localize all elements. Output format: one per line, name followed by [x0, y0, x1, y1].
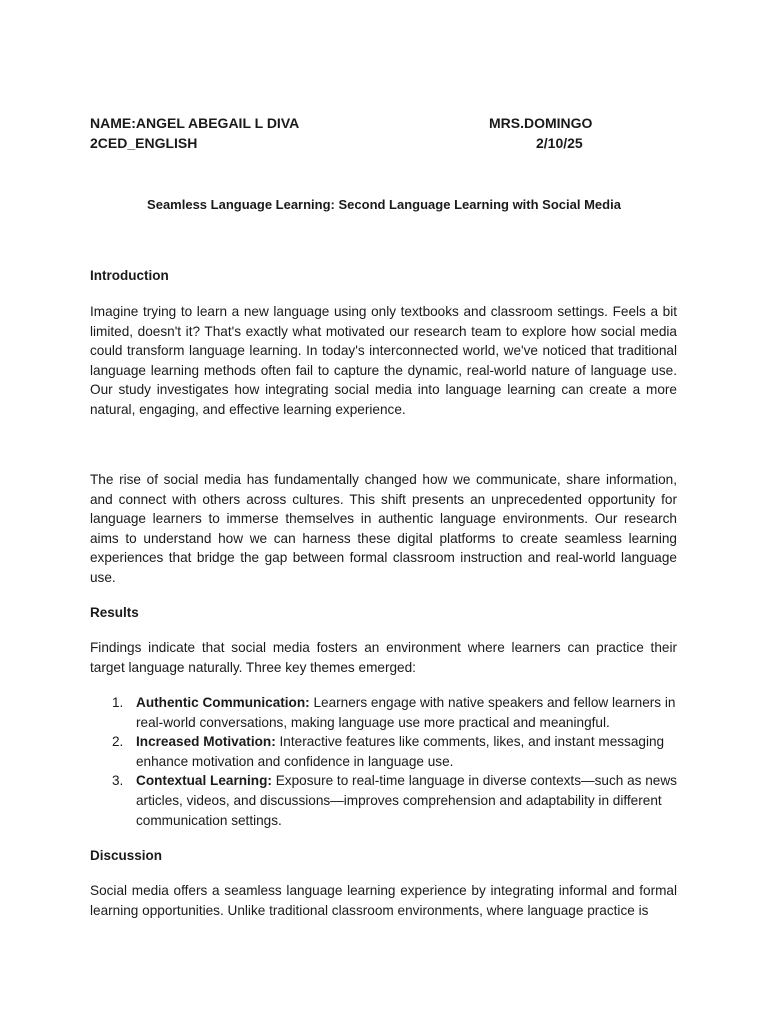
discussion-heading: Discussion [90, 848, 163, 863]
discussion-paragraph: Social media offers a seamless language learning experience by integrating informal and formal learning opportunities. Unlike traditional classroom environments, where language practice is [90, 883, 677, 918]
class-section: 2CED_ENGLISH [90, 135, 198, 151]
list-item-number: 2. [112, 734, 124, 750]
list-item-text: Exposure to real-time language in diverse contexts—such as news articles, videos, and discussions—improves comprehension and adaptability in different communication settings. [136, 773, 677, 828]
teacher-name: MRS.DOMINGO [489, 115, 593, 131]
results-heading: Results [90, 605, 139, 620]
introduction-heading: Introduction [90, 268, 169, 283]
introduction-paragraph-1: Imagine trying to learn a new language using only textbooks and classroom settings. Feels a bit limited, doesn't it? That's exactly what motivated our research team to explore how social media could transform language learning. In today's interconnected world, we've noticed that traditional language learning methods often fail to capture the dynamic, real-world nature of language use. Our study investigates how integrating social media into language learning can create a more natural, engaging, and effective learning experience. [90, 304, 677, 417]
introduction-paragraph-2: The rise of social media has fundamentally changed how we communicate, share information, and connect with others across cultures. This shift presents an unprecedented opportunity for language learners to immerse themselves in authentic language environments. Our research aims to understand how we can harness these digital platforms to create seamless learning experiences that bridge the gap between formal classroom instruction and real-world language use. [90, 472, 677, 585]
student-name: NAME:ANGEL ABEGAIL L DIVA [90, 115, 300, 131]
submission-date: 2/10/25 [536, 135, 583, 151]
list-item-term: Authentic Communication: [136, 695, 310, 710]
list-item [90, 771, 677, 830]
list-item-text: Interactive features like comments, likes, and instant messaging enhance motivation and confidence in language use. [136, 734, 665, 769]
list-item-number: 1. [112, 695, 124, 710]
list-item-number: 3. [112, 773, 124, 789]
results-intro-paragraph: Findings indicate that social media fosters an environment where learners can practice their target language naturally. Three key themes emerged: [90, 640, 677, 675]
document-title: Seamless Language Learning: Second Language Learning with Social Media [147, 197, 621, 212]
list-item-term: Increased Motivation: [136, 734, 276, 750]
list-item-term: Contextual Learning: [136, 773, 272, 789]
list-item [90, 693, 677, 732]
results-findings-list [90, 693, 677, 830]
list-item [90, 732, 677, 771]
list-item-text: Learners engage with native speakers and fellow learners in real-world conversations, making language use more practical and meaningful. [136, 695, 676, 730]
